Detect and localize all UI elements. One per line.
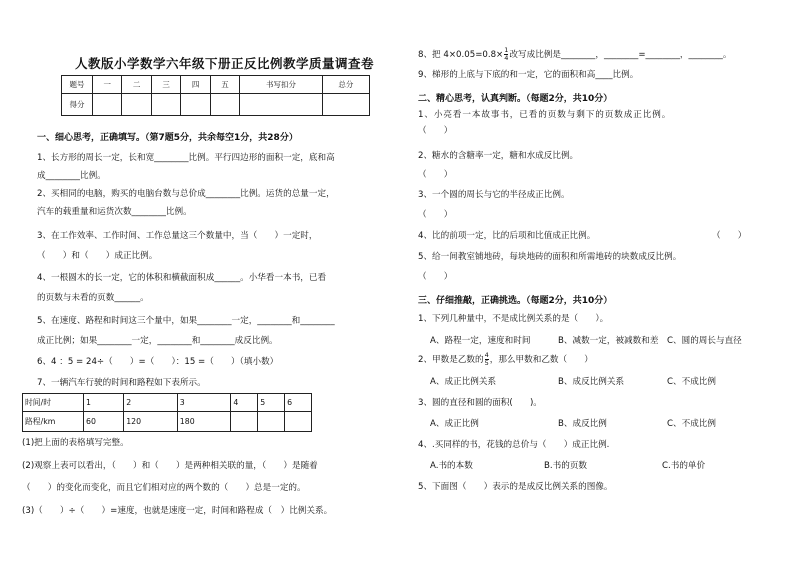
choice-option: C、圆的周长与直径 [667,336,742,346]
choice-option: B、成反比例 [558,419,607,429]
c2-text-b: ，那么甲数和乙数（ ） [489,355,593,365]
car-table-cell: 2 [124,394,178,412]
score-header: 五 [210,76,239,94]
choice-option: A、成正比例 [430,419,479,429]
choice-option: C、不成比例 [667,377,716,387]
question-line: （ ）和（ ）成正比例。 [37,251,158,261]
score-header: 书写扣分 [240,76,323,94]
question-line: 1、长方形的周长一定，长和宽________比例。平行四边形的面积一定，底和高 [37,153,335,163]
q8-text-a: 8、把 4×0.05=0.8× [418,50,504,60]
score-header: 总分 [322,76,369,94]
question-line: 2、买相同的电脑，购买的电脑台数与总价成________比例。运货的总量一定， [37,189,335,199]
score-header: 一 [93,76,122,94]
question-line: 7、一辆汽车行驶的时间和路程如下表所示。 [37,378,206,388]
car-table [22,393,312,432]
choice-option: B、成反比例关系 [558,377,625,387]
choice-option: C、不成比例 [667,419,716,429]
score-table [61,75,370,116]
section-2-heading: 二、精心思考，认真判断。（每题2分，共10分） [418,94,613,104]
car-table-cell: 3 [177,394,231,412]
judge-paren: （ ） [418,210,453,220]
car-table-cell: 5 [258,394,285,412]
choice-question: 5、下面图（ ）表示的是成反比例关系的图像。 [418,482,613,492]
fraction-denominator: 4 [504,54,509,62]
question-line: 成________比例。 [37,171,106,181]
car-table-cell: 路程/km [23,412,84,432]
judge-line: 2、糖水的含糖率一定，糖和水成反比例。 [418,151,579,161]
question-8 [418,47,731,62]
car-table-cell: 6 [285,394,312,412]
judge-paren: （ ） [712,231,747,241]
question-line: 成正比例；如果________一定，________和________成反比例。 [37,336,278,346]
choice-option: A、成正比例关系 [430,377,497,387]
judge-paren: （ ） [418,126,453,136]
judge-line: 3、一个圆的周长与它的半径成正比例。 [418,190,570,200]
fraction-four-fifths [485,352,489,367]
car-table-cell [231,412,258,432]
question-line: (3)（ ）÷（ ）=速度，也就是速度一定，时间和路程成（ ）比例关系。 [22,506,333,516]
car-table-cell: 60 [84,412,124,432]
page-title: 人教版小学数学六年级下册正反比例教学质量调查卷 [75,56,375,71]
question-line: 4、一根圆木的长一定，它的体积和横截面积成______。小华看一本书，已看 [37,273,327,283]
judge-line: 1、小亮看一本故事书，已看的页数与剩下的页数成正比例。 [418,110,672,120]
choice-question: 3、圆的直径和圆的面积( )。 [418,398,542,408]
car-table-cell: 120 [124,412,178,432]
choice-option: A.书的本数 [430,461,473,471]
choice-option: B、减数一定，被减数和差 [558,336,659,346]
score-row-label: 得分 [62,94,93,116]
question-line: （ ）的变化而变化，而且它们相对应的两个数的（ ）总是一定的。 [22,483,306,493]
car-table-cell [285,412,312,432]
choice-question: 4、.买同样的书，花钱的总价与（ ）成正比例. [418,440,610,450]
car-table-cell: 4 [231,394,258,412]
question-line: 5、在速度、路程和时间这三个量中，如果________一定，________和________ [37,316,335,326]
car-table-cell: 1 [84,394,124,412]
fraction-denominator: 5 [484,359,489,367]
score-header: 三 [151,76,180,94]
question-line: 汽车的载重量和运货次数________比例。 [37,207,192,217]
score-header: 题号 [62,76,93,94]
question-line: (2)观察上表可以看出，（ ）和（ ）是两种相关联的量，（ ）是随着 [22,461,318,471]
judge-line: 4、比的前项一定，比的后项和比值成正比例。 [418,231,596,241]
question-line: 的页数与未看的页数______。 [37,293,149,303]
question-line: 6、4 ：5 = 24÷（ ）=（ ）：15 =（ ）（填小数） [37,357,279,367]
section-3-heading: 三、仔细推敲，正确挑选。（每题2分，共10分） [418,296,613,306]
fraction-numerator: 1 [504,46,509,54]
fraction-numerator: 4 [484,351,489,359]
q8-text-b: 改写成比例是________，________=________，________。 [509,50,732,60]
section-1-heading: 一、细心思考，正确填写。（第7题5分，共余每空1分，共28分） [37,133,298,143]
fraction-one-quarter [504,47,508,62]
judge-line: 5、给一间教室铺地砖，每块地砖的面积和所需地砖的块数成反比例。 [418,252,682,262]
score-header: 二 [122,76,151,94]
choice-question: 1、下列几种量中，不是成比例关系的是（ ）。 [418,314,609,324]
choice-option: B.书的页数 [544,461,588,471]
car-table-cell [258,412,285,432]
question-9: 9、梯形的上底与下底的和一定，它的面积和高____比例。 [418,70,639,80]
car-table-cell: 180 [177,412,231,432]
question-line: (1)把上面的表格填写完整。 [22,438,129,448]
car-table-cell: 时间/时 [23,394,84,412]
score-header: 四 [181,76,210,94]
question-line: 3、在工作效率、工作时间、工作总量这三个数量中，当（ ）一定时， [37,231,318,241]
judge-paren: （ ） [418,170,453,180]
judge-paren: （ ） [418,272,453,282]
choice-option: A、路程一定，速度和时间 [430,336,531,346]
c2-text-a: 2、甲数是乙数的 [418,355,484,365]
choice-question [418,352,593,367]
choice-option: C.书的单价 [662,461,706,471]
